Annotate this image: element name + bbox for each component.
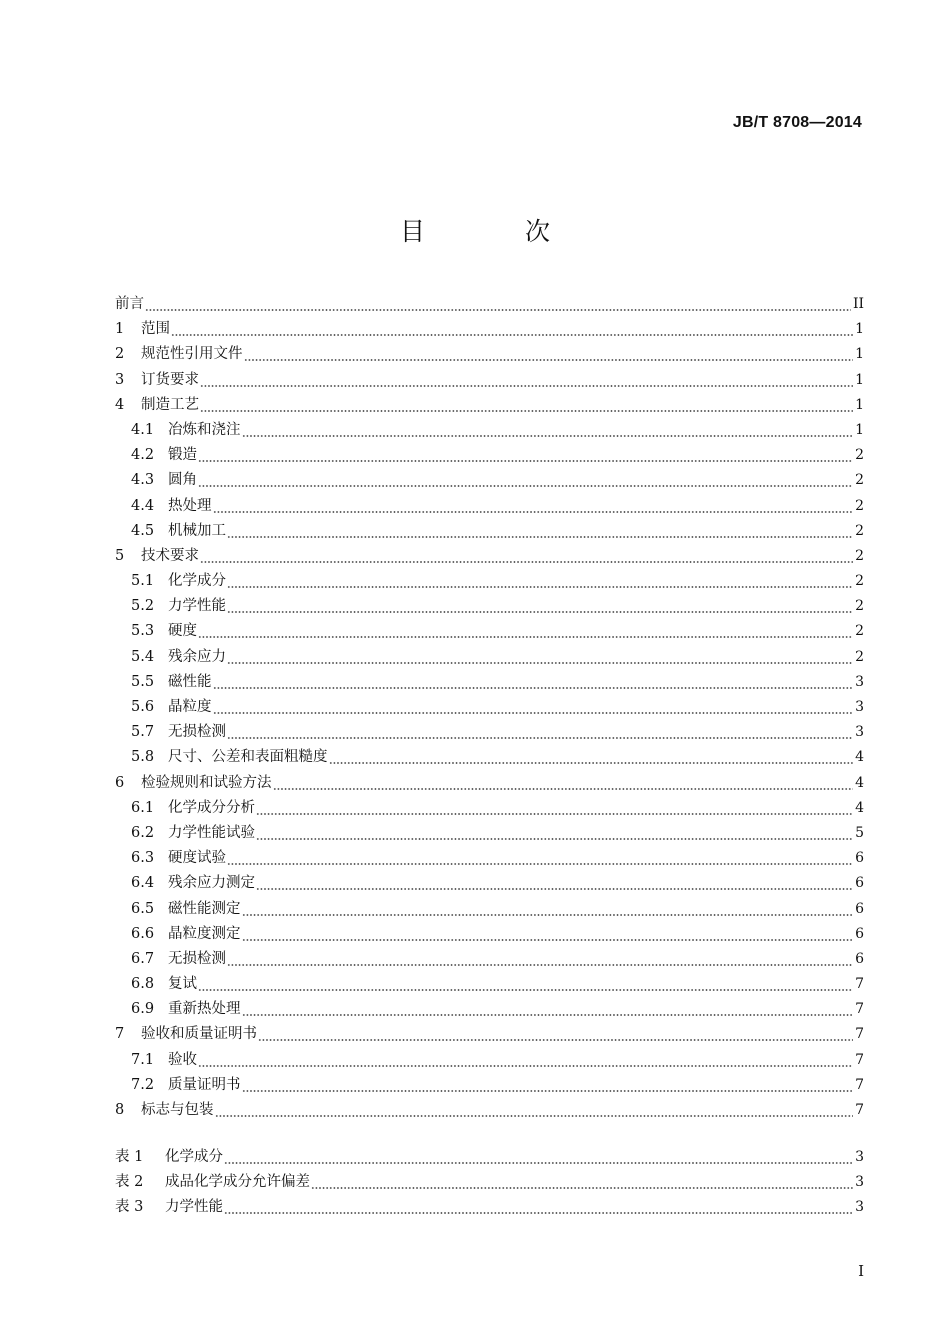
toc-entry[interactable] [115,997,864,1022]
toc-entry-page: 3 [855,1149,864,1165]
toc-entry-title: 力学性能试验 [168,824,255,841]
toc-entry[interactable] [115,317,864,342]
toc-entry-title: 规范性引用文件 [141,346,243,363]
toc-entry[interactable] [115,619,864,644]
dot-leader [256,871,853,896]
dot-leader [171,317,853,342]
toc-entry-number: 7.2 [131,1076,155,1093]
toc-entry-title: 标志与包装 [141,1102,214,1118]
toc-entry-title: 冶炼和浇注 [168,421,241,438]
toc-entry-page: 6 [855,950,864,967]
dot-leader [198,468,853,493]
toc-entry-page: 4 [855,774,864,791]
toc-entry-title: 订货要求 [141,371,199,388]
toc-entry-number: 5 [115,547,125,564]
toc-entry-title: 锻造 [168,447,197,464]
dot-leader [198,443,853,468]
toc-entry-title: 残余应力 [168,648,226,665]
toc-entry-number: 6.3 [131,850,155,867]
dot-leader [213,695,854,720]
toc-entry-number: 6.5 [131,900,155,917]
toc-entry-number: 6.2 [131,824,155,841]
dot-leader [198,972,853,997]
toc-entry[interactable] [115,569,864,594]
toc-entry-page: 2 [855,497,864,514]
toc-entry-number: 1 [115,321,125,338]
toc-entry-title: 力学性能 [165,1199,223,1216]
toc-entry[interactable] [115,292,864,317]
toc-entry-page: 2 [855,547,864,564]
dot-leader [227,846,853,871]
dot-leader [258,1022,853,1047]
toc-entry[interactable] [115,897,864,922]
toc-entry-title: 磁性能 [168,673,212,690]
toc-entry[interactable] [115,443,864,468]
toc-entry-title: 圆角 [168,472,197,489]
toc-entry[interactable] [115,1073,864,1098]
toc-entry-title: 成品化学成分允许偏差 [165,1174,310,1191]
toc-entry-title: 制造工艺 [141,396,199,413]
toc-entry-page: 7 [855,1051,864,1068]
toc-entry-page: 1 [855,371,864,388]
toc-entry[interactable] [115,494,864,519]
toc-entry[interactable] [115,821,864,846]
toc-entry[interactable] [115,368,864,393]
dot-leader [145,292,851,317]
toc-entry[interactable] [115,771,864,796]
toc-entry-number: 3 [115,371,125,388]
dot-leader [227,645,853,670]
dot-leader [329,745,854,770]
toc-entry-title: 晶粒度测定 [168,925,241,942]
toc-entry-page: 5 [855,824,864,841]
toc-entry-title: 硬度试验 [168,850,226,867]
toc-entry-number: 4.2 [131,447,155,464]
toc-entry[interactable] [115,695,864,720]
toc-entry-number: 表 2 [115,1174,144,1191]
toc-entry-page: 1 [855,396,864,413]
toc-entry-title: 机械加工 [168,522,226,539]
toc-entry-number: 4.1 [131,421,155,438]
toc-entry-number: 6.8 [131,976,155,993]
dot-leader [227,720,853,745]
dot-leader [273,771,854,796]
toc-entry-title: 无损检测 [168,950,226,967]
toc-entry-page: II [852,296,864,312]
toc-entry-title: 化学成分 [165,1149,223,1165]
toc-entry[interactable] [115,796,864,821]
toc-entry-page: 2 [855,598,864,615]
toc-entry-title: 尺寸、公差和表面粗糙度 [168,749,328,766]
dot-leader [215,1098,854,1123]
toc-entry-title: 热处理 [168,497,212,514]
dot-leader [311,1170,853,1195]
dot-leader [227,569,853,594]
toc-entry-title: 前言 [115,296,144,312]
toc-entry-number: 表 3 [115,1199,144,1216]
toc-entry-number: 8 [115,1102,125,1118]
toc-entry[interactable] [115,871,864,896]
toc-entry-number: 7 [115,1026,125,1043]
dot-leader [213,670,854,695]
toc-entry-title: 化学成分 [168,573,226,590]
toc-entry-page: 4 [855,749,864,766]
toc-entry-number: 5.8 [131,749,155,766]
toc-entry-page: 1 [855,421,864,438]
toc-entry-page: 1 [855,346,864,363]
toc-entry-page: 2 [855,573,864,590]
toc-entry-number: 6.1 [131,799,155,816]
dot-leader [227,519,853,544]
dot-leader [227,947,853,972]
toc-entry-number: 6 [115,774,125,791]
dot-leader [244,342,854,367]
dot-leader [224,1145,853,1170]
toc-entry-number: 表 1 [115,1149,144,1165]
toc-entry-title: 验收 [168,1051,197,1068]
toc-entry-page: 7 [855,1076,864,1093]
dot-leader [213,494,854,519]
toc-entry-number: 4 [115,396,125,413]
dot-leader [198,619,853,644]
toc-entry-page: 2 [855,648,864,665]
toc-entry-page: 6 [855,900,864,917]
toc-entry-title: 力学性能 [168,598,226,615]
toc-entry-page: 6 [855,850,864,867]
toc-entry-page: 6 [855,925,864,942]
dot-leader [200,544,853,569]
toc-entry-number: 4.5 [131,522,155,539]
toc-entry-page: 7 [855,1026,864,1043]
toc-entry-number: 5.4 [131,648,155,665]
toc-entry-title: 磁性能测定 [168,900,241,917]
toc-entry-page: 3 [855,699,864,715]
toc-entry[interactable] [115,1170,864,1195]
toc-entry-title: 化学成分分析 [168,799,255,816]
toc-entry[interactable] [115,519,864,544]
toc-entry[interactable] [115,947,864,972]
toc-entry-number: 4.3 [131,472,155,489]
toc-title: 目 次 [400,217,596,246]
toc-entry-page: 2 [855,522,864,539]
dot-leader [242,922,854,947]
toc-entry[interactable] [115,342,864,367]
toc-entry-page: 3 [855,1174,864,1191]
standard-code: JB/T 8708—2014 [732,114,862,131]
toc-entry-page: 7 [855,1102,864,1118]
toc-entry[interactable] [115,922,864,947]
toc-entry[interactable] [115,468,864,493]
toc-entry[interactable] [115,1098,864,1123]
toc-entry-title: 硬度 [168,623,197,640]
toc-entry-number: 5.1 [131,573,155,590]
dot-leader [200,393,853,418]
toc-entry-title: 检验规则和试验方法 [141,774,272,791]
toc-entry-number: 5.6 [131,699,155,715]
dot-leader [200,368,853,393]
toc-entry-title: 重新热处理 [168,1001,241,1018]
dot-leader [242,897,854,922]
toc-entry-number: 4.4 [131,497,155,514]
toc-entry-number: 5.3 [131,623,155,640]
toc-entry-number: 2 [115,346,125,363]
dot-leader [198,1048,853,1073]
dot-leader [256,821,853,846]
toc-entry-page: 4 [855,799,864,816]
toc-entry-title: 晶粒度 [168,699,212,715]
toc-entry-page: 2 [855,447,864,464]
dot-leader [242,418,854,443]
toc-entry-title: 验收和质量证明书 [141,1026,257,1043]
toc-entry[interactable] [115,670,864,695]
toc-entry[interactable] [115,544,864,569]
page-number: I [858,1262,864,1280]
toc-entry-page: 7 [855,1001,864,1018]
toc-entry-page: 1 [855,321,864,338]
toc-entry-number: 6.9 [131,1001,155,1018]
toc-entry[interactable] [115,1195,864,1220]
toc-entry-number: 6.6 [131,925,155,942]
toc-entry-page: 2 [855,623,864,640]
toc-entry[interactable] [115,745,864,770]
toc-entry-number: 6.7 [131,950,155,967]
toc-entry[interactable] [115,1022,864,1047]
toc-entry-number: 5.5 [131,673,155,690]
dot-leader [224,1195,853,1220]
toc-entry-page: 3 [855,673,864,690]
toc-entry[interactable] [115,1145,864,1170]
toc-entry[interactable] [115,418,864,443]
dot-leader [242,997,854,1022]
toc-entry[interactable] [115,594,864,619]
toc-entry[interactable] [115,720,864,745]
toc-entry[interactable] [115,972,864,997]
toc-entry-title: 残余应力测定 [168,875,255,892]
toc-entry-title: 质量证明书 [168,1076,241,1093]
toc-entry[interactable] [115,1048,864,1073]
dot-leader [242,1073,854,1098]
toc-entry-title: 范围 [141,321,170,338]
toc-entry-page: 2 [855,472,864,489]
toc-entry-number: 6.4 [131,875,155,892]
toc-entry[interactable] [115,645,864,670]
toc-entry-title: 复试 [168,976,197,993]
table-of-contents [115,292,864,1123]
dot-leader [256,796,853,821]
toc-entry-page: 3 [855,1199,864,1216]
dot-leader [227,594,853,619]
toc-entry-title: 技术要求 [141,547,199,564]
toc-entry-page: 7 [855,976,864,993]
toc-entry-number: 5.2 [131,598,155,615]
toc-entry-number: 5.7 [131,724,155,741]
toc-entry-title: 无损检测 [168,724,226,741]
toc-entry-number: 7.1 [131,1051,155,1068]
toc-entry[interactable] [115,846,864,871]
list-of-tables [115,1145,864,1221]
toc-entry-page: 3 [855,724,864,741]
toc-entry[interactable] [115,393,864,418]
toc-entry-page: 6 [855,875,864,892]
